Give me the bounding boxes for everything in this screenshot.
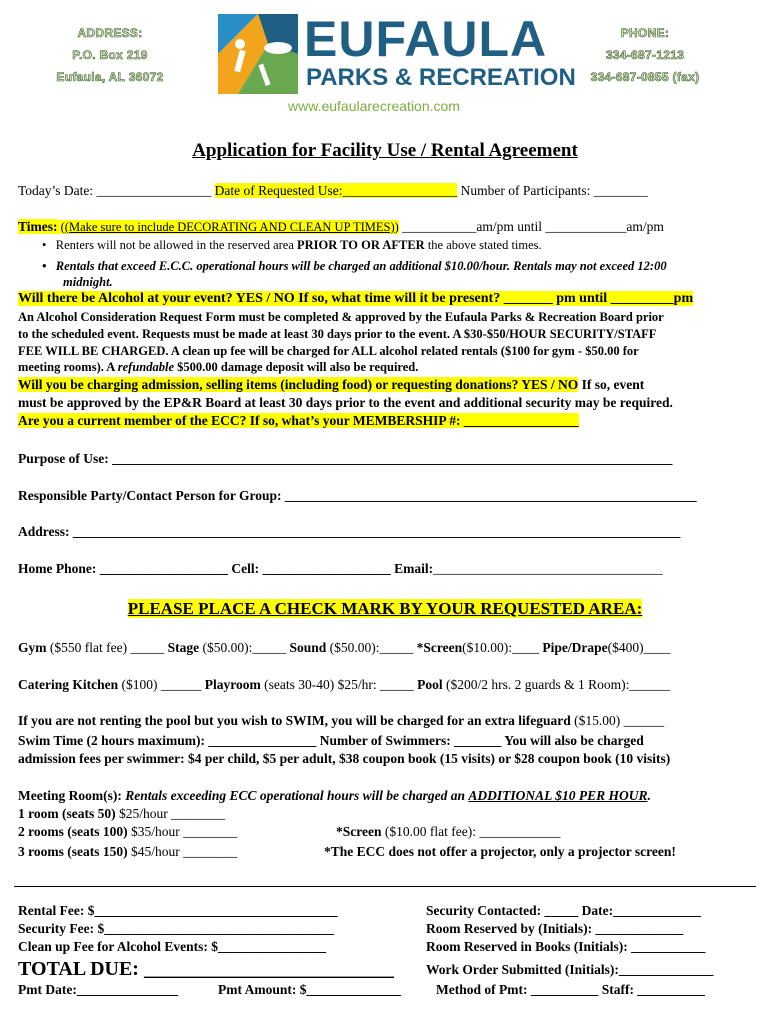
gym-option[interactable]: Gym ($550 flat fee) _____ — [18, 640, 165, 655]
website-link[interactable]: www.eufaularecreation.com — [288, 98, 460, 114]
cell-field[interactable]: Cell: ___________________ — [231, 561, 391, 576]
address-field[interactable]: Address: __________________________________________________________________________________________ — [18, 524, 681, 539]
room-books-field[interactable]: Room Reserved in Books (Initials): ___________ — [426, 939, 706, 954]
alcohol-p4: meeting rooms). A refundable $500.00 damage deposit will also be required. — [18, 360, 419, 374]
meeting-2-rooms[interactable]: 2 rooms (seats 100) $35/hour ________ — [18, 824, 238, 839]
method-staff-field[interactable]: Method of Pmt: __________ Staff: __________ — [436, 982, 705, 997]
purpose-field[interactable]: Purpose of Use: ___________________________________________________________________________________ — [18, 451, 673, 466]
alcohol-question-line — [18, 291, 693, 307]
pipe-drape-option[interactable]: Pipe/Drape($400)____ — [542, 640, 671, 655]
sound-option[interactable]: Sound ($50.00):_____ — [289, 640, 414, 655]
meeting-3-rooms[interactable]: 3 rooms (seats 150) $45/hour ________ — [18, 844, 238, 859]
address-line1: P.O. Box 219 — [72, 48, 148, 62]
catering-kitchen-option[interactable]: Catering Kitchen ($100) ______ — [18, 677, 202, 692]
email-label: Email: — [394, 561, 434, 576]
address-line2: Eufaula, AL 36072 — [56, 70, 164, 84]
pmt-date-field[interactable]: Pmt Date:_______________ — [18, 982, 179, 997]
admission-cont: must be approved by the EP&R Board at least 30 days prior to the event and additional security may be required. — [18, 395, 673, 410]
lifeguard-field[interactable]: ($15.00) ______ — [574, 713, 665, 728]
bullet-operational-hours: • Rentals that exceed E.C.C. operational hours will be charged an additional $10.00/hour. Rentals may not exceed 12:00 — [42, 259, 667, 273]
admission-line: Will you be charging admission, selling items (including food) or requesting donations? YES / NO If so, event — [18, 377, 645, 392]
logo-word-parks: PARKS & RECREATION — [306, 64, 576, 91]
projector-note: *The ECC does not offer a projector, only a projector screen! — [324, 844, 676, 859]
home-phone-field[interactable]: Home Phone: ___________________ — [18, 561, 228, 576]
alcohol-p1: An Alcohol Consideration Request Form must be completed & approved by the Eufaula Parks & Recreation Board prior — [18, 310, 664, 324]
stage-option[interactable]: Stage ($50.00):_____ — [167, 640, 287, 655]
areas-line-2 — [18, 677, 670, 693]
meeting-screen-field[interactable]: *Screen ($10.00 flat fee): ____________ — [336, 824, 561, 839]
bullet-midnight: midnight. — [63, 275, 113, 289]
address-label: ADDRESS: — [77, 26, 143, 40]
check-area-title: PLEASE PLACE A CHECK MARK BY YOUR REQUESTED AREA: — [127, 599, 643, 618]
pool-option[interactable]: Pool ($200/2 hrs. 2 guards & 1 Room):______ — [417, 677, 670, 692]
fax-number: 334-687-0855 (fax) — [590, 70, 700, 84]
swim-fees: admission fees per swimmer: $4 per child, $5 per adult, $38 coupon book (15 visits) or $28 coupon book (10 visits) — [18, 751, 671, 766]
todays-date-field[interactable]: Today’s Date: _________________ — [18, 183, 212, 198]
times-field[interactable]: ___________am/pm until ____________am/pm — [402, 219, 664, 234]
swim-time-field[interactable]: Swim Time (2 hours maximum): ________________ Number of Swimmers: _______ You will also be charged — [18, 733, 644, 748]
times-line: Times: ((Make sure to include DECORATING AND CLEAN UP TIMES)) ___________am/pm until ____________am/pm — [18, 219, 664, 234]
requested-date-label: Date of Requested Use: — [214, 183, 343, 198]
security-contacted-field[interactable]: Security Contacted: _____ Date:_____________ — [426, 903, 701, 918]
alcohol-time-field[interactable]: If so, what time will it be present? _______ pm until _________pm — [298, 291, 694, 306]
meeting-1-room[interactable]: 1 room (seats 50) $25/hour ________ — [18, 806, 226, 821]
total-due-field[interactable]: TOTAL DUE: _________________________ — [18, 958, 394, 980]
office-divider — [14, 886, 756, 887]
bullet-reserved-area: • Renters will not be allowed in the reserved area PRIOR TO OR AFTER the above stated times. — [42, 238, 542, 252]
swim-line-1: If you are not renting the pool but you wish to SWIM, you will be charged for an extra lifeguard ($15.00) ______ — [18, 713, 665, 728]
phone-number: 334-687-1213 — [605, 48, 685, 62]
responsible-party-field[interactable]: Responsible Party/Contact Person for Group: _____________________________________________________________ — [18, 488, 697, 503]
alcohol-p3: FEE WILL BE CHARGED. A clean up fee will be charged for ALL alcohol related rentals ($100 for gym - $50.00 for — [18, 344, 639, 358]
work-order-field[interactable]: Work Order Submitted (Initials):______________ — [426, 962, 714, 977]
times-label: Times: — [18, 219, 58, 234]
alcohol-question: Will there be Alcohol at your event? YES / NO — [18, 291, 295, 306]
requested-date-field[interactable]: _________________ — [342, 183, 458, 198]
security-fee-field[interactable]: Security Fee: $__________________________________ — [18, 921, 334, 936]
participants-field[interactable]: Number of Participants: ________ — [460, 183, 648, 198]
phone-label: PHONE: — [620, 26, 670, 40]
alcohol-p2: to the scheduled event. Requests must be made at least 30 days prior to the event. A $30-$50/HOUR SECURITY/STAFF — [18, 327, 657, 341]
admission-question: Will you be charging admission, selling items (including food) or requesting donations? YES / NO — [18, 377, 579, 392]
room-reserved-field[interactable]: Room Reserved by (Initials): _____________ — [426, 921, 684, 936]
contact-line — [18, 561, 663, 577]
page-title: Application for Facility Use / Rental Agreement — [192, 140, 578, 161]
rental-fee-field[interactable]: Rental Fee: $____________________________________ — [18, 903, 338, 918]
eufaula-logo-icon — [218, 14, 298, 94]
meeting-rooms-line: Meeting Room(s): Rentals exceeding ECC operational hours will be charged an ADDITIONAL $10 PER HOUR. — [18, 788, 651, 803]
areas-line-1 — [18, 640, 671, 656]
membership-line[interactable] — [18, 413, 579, 429]
email-field[interactable]: __________________________________ — [433, 561, 663, 576]
pmt-amount-field[interactable]: Pmt Amount: $______________ — [218, 982, 401, 997]
playroom-option[interactable]: Playroom (seats 30-40) $25/hr: _____ — [204, 677, 414, 692]
membership-field[interactable]: Are you a current member of the ECC? If so, what’s your MEMBERSHIP #: _________________ — [18, 413, 579, 428]
logo-word-eufaula: EUFAULA — [304, 11, 548, 67]
screen-option[interactable]: *Screen($10.00):____ — [416, 640, 540, 655]
cleanup-fee-field[interactable]: Clean up Fee for Alcohol Events: $________________ — [18, 939, 326, 954]
date-line — [18, 183, 648, 199]
times-note: (Make sure to include DECORATING AND CLEAN UP TIMES) — [64, 220, 395, 234]
